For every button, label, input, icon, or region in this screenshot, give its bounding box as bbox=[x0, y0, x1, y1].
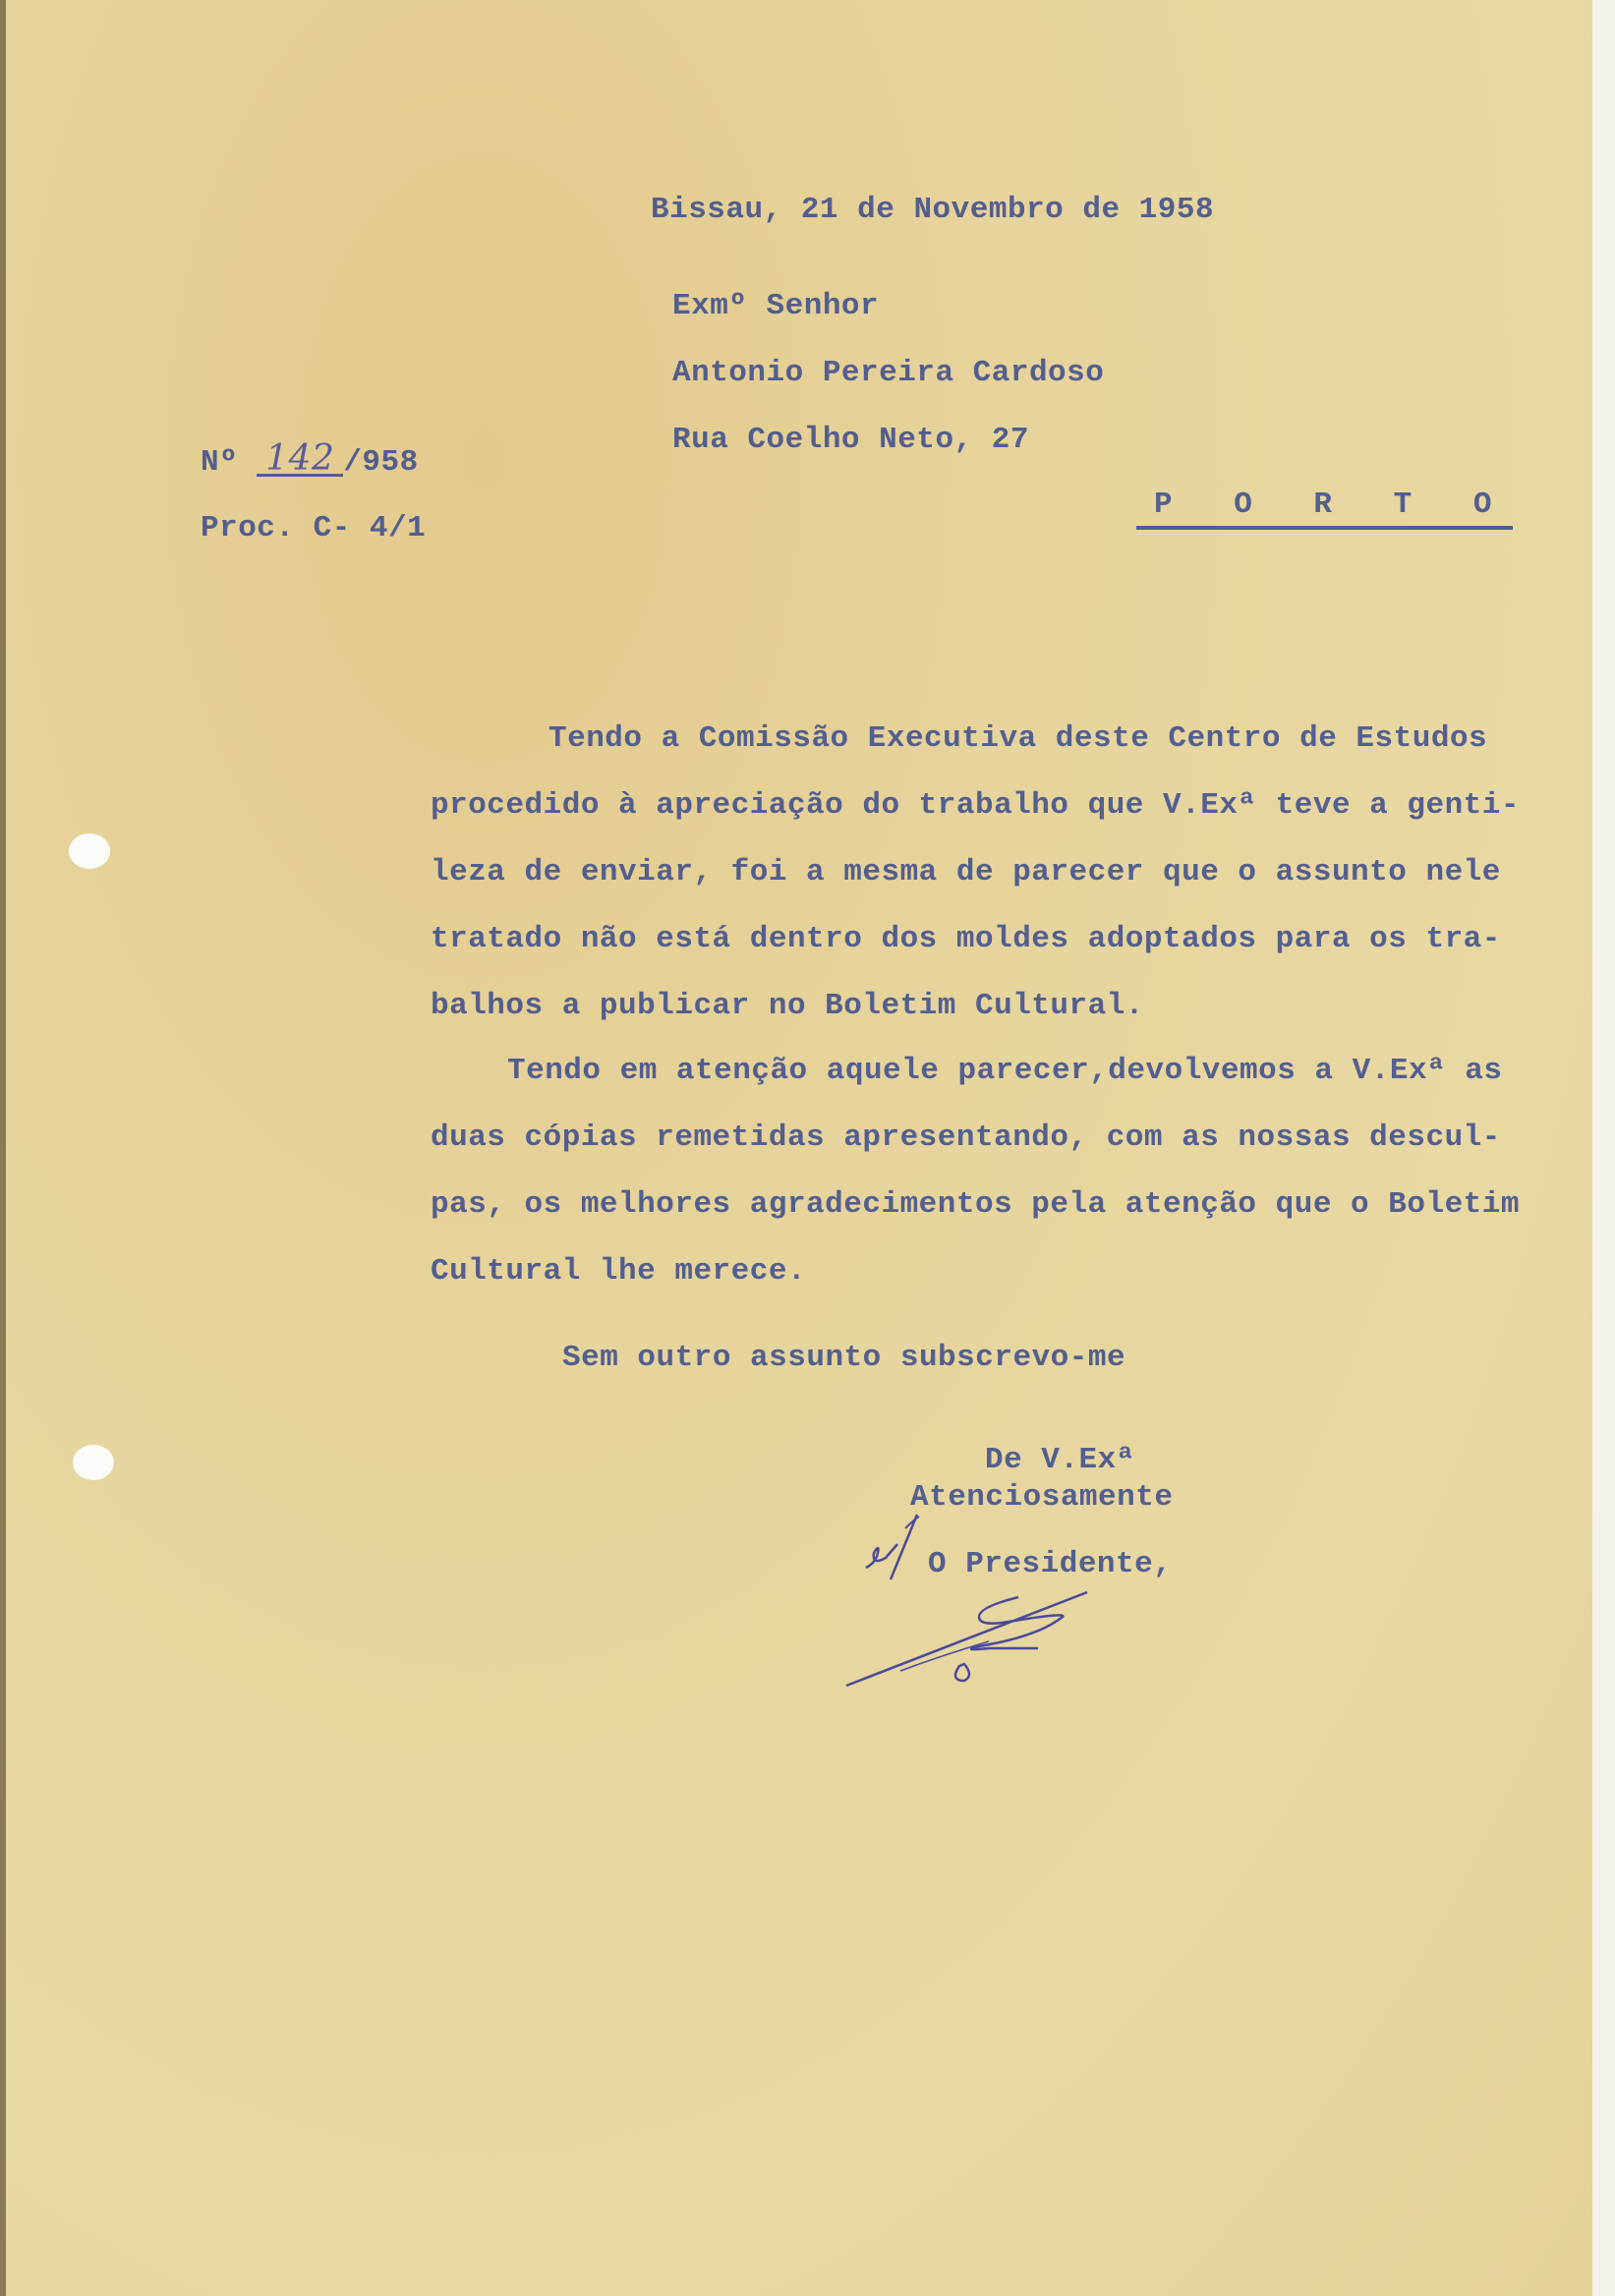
body-line: Tendo em atenção aquele parecer,devolvemos a V.Exª as bbox=[507, 1054, 1503, 1088]
body-line: procedido à apreciação do trabalho que V.Exª teve a genti- bbox=[431, 788, 1520, 823]
recipient-salutation: Exmº Senhor bbox=[672, 289, 880, 323]
date-line: Bissau, 21 de Novembro de 1958 bbox=[651, 193, 1215, 227]
process-reference: Proc. C- 4/1 bbox=[201, 511, 427, 545]
recipient-city: P O R T O bbox=[1136, 488, 1513, 530]
reference-number bbox=[201, 438, 419, 480]
signature-closing: Atenciosamente bbox=[910, 1480, 1174, 1515]
body-line: balhos a publicar no Boletim Cultural. bbox=[431, 989, 1144, 1023]
body-line: tratado não está dentro dos moldes adoptados para os tra- bbox=[431, 922, 1501, 956]
body-line: leza de enviar, foi a mesma de parecer que o assunto nele bbox=[431, 855, 1501, 890]
punch-hole-bottom bbox=[73, 1445, 114, 1480]
body-line: Cultural lhe merece. bbox=[431, 1254, 807, 1289]
scan-edge bbox=[1592, 0, 1615, 2296]
body-line: pas, os melhores agradecimentos pela atenção que o Boletim bbox=[431, 1187, 1520, 1222]
reference-number-handwritten: 142 bbox=[257, 444, 343, 477]
punch-hole-top bbox=[69, 833, 110, 869]
signature-icon bbox=[841, 1587, 1097, 1695]
reference-number-prefix: Nº bbox=[201, 445, 239, 480]
body-line: Tendo a Comissão Executiva deste Centro de Estudos bbox=[548, 721, 1488, 756]
recipient-address: Rua Coelho Neto, 27 bbox=[672, 423, 1029, 457]
signature-title: O Presidente, bbox=[928, 1547, 1173, 1581]
handwritten-initial-icon bbox=[846, 1509, 935, 1597]
reference-number-suffix: /958 bbox=[343, 445, 419, 480]
signature-greeting: De V.Exª bbox=[985, 1443, 1135, 1477]
closing-line: Sem outro assunto subscrevo-me bbox=[562, 1341, 1126, 1375]
recipient-name: Antonio Pereira Cardoso bbox=[672, 356, 1105, 390]
body-line: duas cópias remetidas apresentando, com as nossas descul- bbox=[431, 1120, 1501, 1155]
